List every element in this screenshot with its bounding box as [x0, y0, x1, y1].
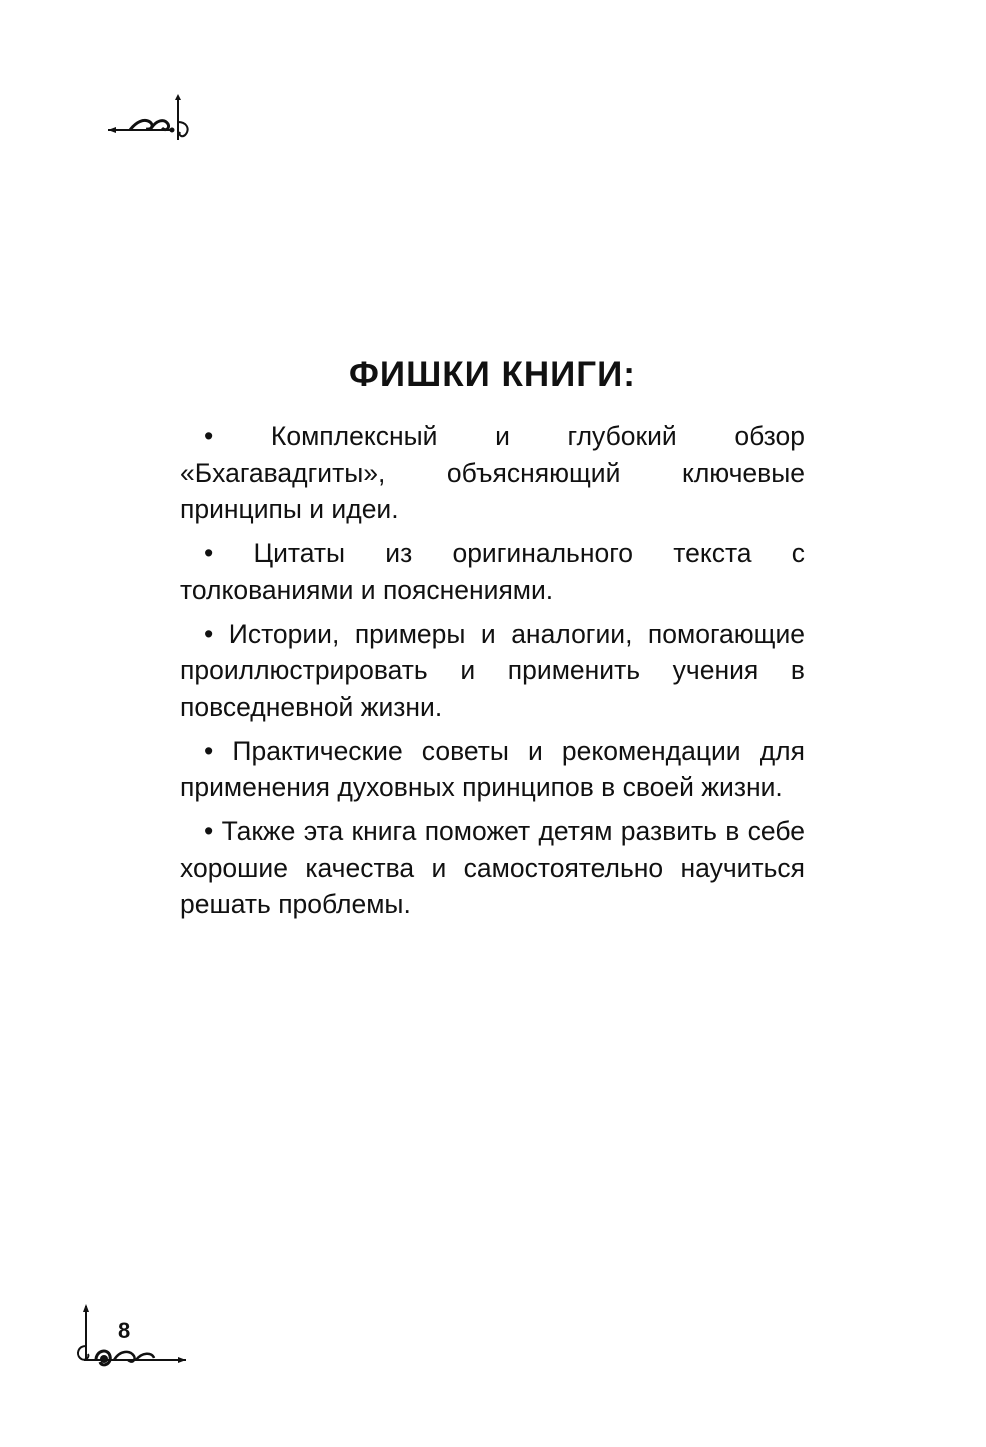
- feature-text: Истории, примеры и аналогии, помогающие проиллюстрировать и применить учения в повседневной жизни.: [180, 618, 805, 722]
- features-list: [180, 418, 805, 930]
- corner-flourish-bottom-icon: [74, 1302, 190, 1382]
- feature-text: Комплексный и глубокий обзор «Бхагавадгиты», объясняющий ключевые принципы и идеи.: [180, 421, 805, 524]
- feature-text: Также эта книга поможет детям развить в себе хорошие качества и самостоятельно научиться решать проблемы.: [180, 816, 805, 919]
- list-item: [180, 535, 805, 608]
- bullet-icon: •: [204, 421, 214, 451]
- bullet-icon: •: [204, 618, 214, 649]
- feature-text: Практические советы и рекомендации для применения духовных принципов в своей жизни.: [180, 735, 805, 802]
- feature-text: Цитаты из оригинального текста с толкованиями и пояснениями.: [180, 538, 805, 605]
- list-item: [180, 418, 805, 528]
- bullet-icon: •: [204, 816, 214, 846]
- list-item: [180, 616, 805, 726]
- page-title: ФИШКИ КНИГИ:: [349, 355, 636, 394]
- list-item: [180, 733, 805, 806]
- bullet-icon: •: [204, 735, 214, 766]
- corner-flourish-top-icon: [100, 92, 200, 152]
- page-number: 8: [118, 1318, 131, 1343]
- bullet-icon: •: [204, 538, 214, 568]
- list-item: [180, 813, 805, 923]
